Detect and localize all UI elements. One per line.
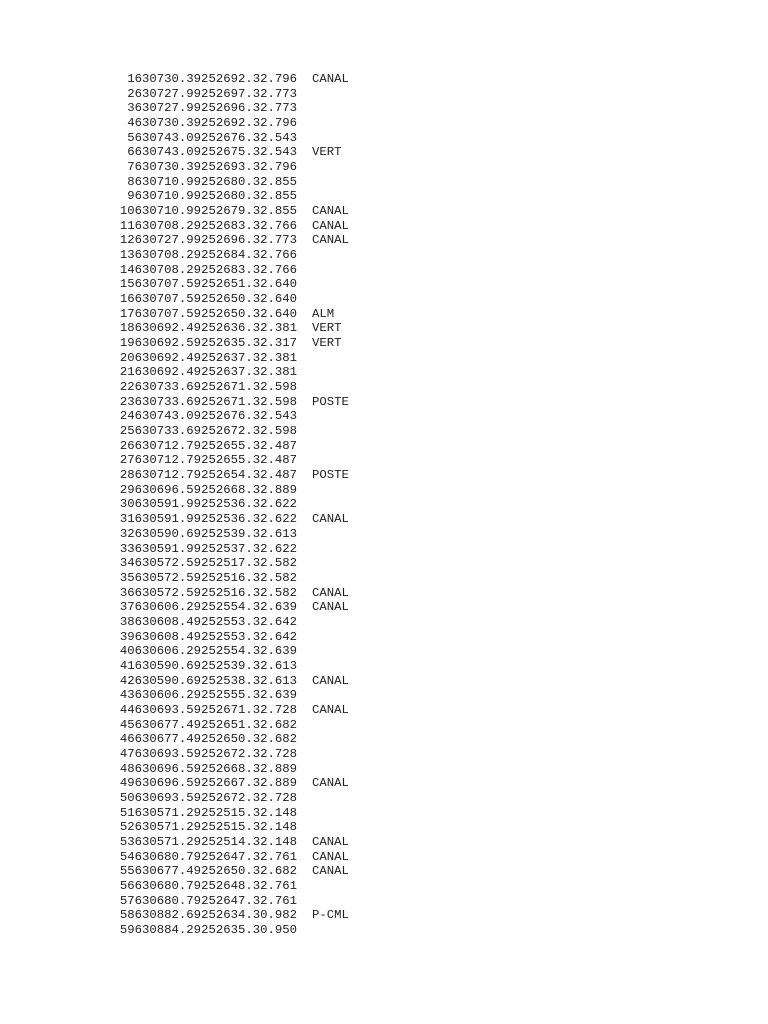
point-code [297, 527, 312, 542]
record-value: 13630708.29252684.32.766 [119, 248, 297, 263]
record-value: 58630882.69252634.30.982 [119, 908, 297, 923]
data-row [105, 644, 349, 659]
point-code [297, 277, 312, 292]
record-value: 43630606.29252555.32.639 [119, 688, 297, 703]
point-code: P-CML [312, 908, 349, 923]
record-value: 15630707.59252651.32.640 [119, 277, 297, 292]
record-value: 23630733.69252671.32.598 [119, 394, 297, 409]
point-code [297, 732, 312, 747]
data-row [105, 175, 349, 190]
point-code [297, 116, 312, 131]
record-value: 48630696.59252668.32.889 [119, 761, 297, 776]
data-row [105, 248, 349, 263]
data-row [105, 718, 349, 733]
record-value: 5630743.09252676.32.543 [127, 130, 297, 145]
point-code: CANAL [312, 864, 349, 879]
record-value: 27630712.79252655.32.487 [119, 453, 297, 468]
record-value: 26630712.79252655.32.487 [119, 438, 297, 453]
data-row [105, 160, 349, 175]
record-value: 4630730.39252692.32.796 [127, 116, 297, 131]
point-code: CANAL [312, 204, 349, 219]
point-code [297, 542, 312, 557]
data-row [105, 292, 349, 307]
point-code: CANAL [312, 218, 349, 233]
data-row [105, 615, 349, 630]
point-code: POSTE [312, 394, 349, 409]
data-row [105, 586, 349, 601]
record-value: 56630680.79252648.32.761 [119, 878, 297, 893]
point-code: VERT [312, 145, 342, 160]
record-value: 2630727.99252697.32.773 [127, 86, 297, 101]
data-row [105, 497, 349, 512]
point-code [297, 923, 312, 938]
point-code: VERT [312, 321, 342, 336]
point-code [297, 644, 312, 659]
record-value: 30630591.99252536.32.622 [119, 497, 297, 512]
data-row [105, 556, 349, 571]
data-row [105, 542, 349, 557]
data-row [105, 732, 349, 747]
point-code [297, 791, 312, 806]
point-code [297, 160, 312, 175]
record-value: 25630733.69252672.32.598 [119, 424, 297, 439]
data-row [105, 145, 349, 160]
data-row [105, 189, 349, 204]
data-row [105, 439, 349, 454]
record-value: 41630590.69252539.32.613 [119, 658, 297, 673]
data-row [105, 277, 349, 292]
point-code [297, 659, 312, 674]
record-value: 9630710.99252680.32.855 [127, 189, 297, 204]
data-row [105, 703, 349, 718]
data-row [105, 72, 349, 87]
data-row [105, 116, 349, 131]
point-code: CANAL [312, 776, 349, 791]
point-code [297, 453, 312, 468]
survey-points-listing [105, 72, 349, 938]
data-row [105, 87, 349, 102]
data-row [105, 204, 349, 219]
data-row [105, 674, 349, 689]
record-value: 12630727.99252696.32.773 [119, 233, 297, 248]
record-value: 49630696.59252667.32.889 [119, 776, 297, 791]
point-code [297, 424, 312, 439]
point-code [297, 87, 312, 102]
point-code [297, 820, 312, 835]
data-row [105, 762, 349, 777]
point-code [297, 497, 312, 512]
record-value: 24630743.09252676.32.543 [119, 409, 297, 424]
record-value: 32630590.69252539.32.613 [119, 526, 297, 541]
record-value: 3630727.99252696.32.773 [127, 101, 297, 116]
record-value: 11630708.29252683.32.766 [119, 218, 297, 233]
record-value: 46630677.49252650.32.682 [119, 732, 297, 747]
point-code [297, 556, 312, 571]
record-value: 45630677.49252651.32.682 [119, 717, 297, 732]
point-code [297, 365, 312, 380]
data-row [105, 820, 349, 835]
point-code [297, 483, 312, 498]
data-row [105, 351, 349, 366]
point-code: CANAL [312, 512, 349, 527]
point-code [297, 101, 312, 116]
point-code [297, 762, 312, 777]
data-row [105, 101, 349, 116]
data-row [105, 908, 349, 923]
record-value: 14630708.29252683.32.766 [119, 262, 297, 277]
point-code: CANAL [312, 702, 349, 717]
point-code: CANAL [312, 72, 349, 86]
point-code [297, 718, 312, 733]
data-row [105, 659, 349, 674]
record-value: 10630710.99252679.32.855 [119, 204, 297, 219]
data-row [105, 380, 349, 395]
data-row [105, 747, 349, 762]
record-value: 39630608.49252553.32.642 [119, 629, 297, 644]
data-row [105, 263, 349, 278]
data-row [105, 864, 349, 879]
record-value: 20630692.49252637.32.381 [119, 350, 297, 365]
point-code [297, 879, 312, 894]
data-row [105, 409, 349, 424]
data-row [105, 131, 349, 146]
record-value: 29630696.59252668.32.889 [119, 482, 297, 497]
point-code: CANAL [312, 673, 349, 688]
point-code: CANAL [312, 600, 349, 615]
point-code [297, 688, 312, 703]
point-code [297, 630, 312, 645]
point-code: CANAL [312, 233, 349, 248]
data-row [105, 791, 349, 806]
record-value: 40630606.29252554.32.639 [119, 644, 297, 659]
point-code [297, 380, 312, 395]
record-value: 35630572.59252516.32.582 [119, 570, 297, 585]
record-value: 33630591.99252537.32.622 [119, 541, 297, 556]
data-row [105, 336, 349, 351]
data-row [105, 600, 349, 615]
point-code [297, 292, 312, 307]
point-code [297, 747, 312, 762]
point-code [297, 351, 312, 366]
record-value: 57630680.79252647.32.761 [119, 893, 297, 908]
point-code: VERT [312, 336, 342, 351]
record-value: 59630884.29252635.30.950 [119, 922, 297, 937]
record-value: 8630710.99252680.32.855 [127, 174, 297, 189]
data-row [105, 850, 349, 865]
record-value: 37630606.29252554.32.639 [119, 600, 297, 615]
record-value: 54630680.79252647.32.761 [119, 849, 297, 864]
record-value: 53630571.29252514.32.148 [119, 834, 297, 849]
data-row [105, 776, 349, 791]
point-code [297, 409, 312, 424]
point-code: CANAL [312, 585, 349, 600]
data-row [105, 894, 349, 909]
point-code [297, 131, 312, 146]
record-value: 36630572.59252516.32.582 [119, 585, 297, 600]
point-code: CANAL [312, 849, 349, 864]
data-row [105, 630, 349, 645]
record-value: 22630733.69252671.32.598 [119, 380, 297, 395]
data-row [105, 512, 349, 527]
record-value: 31630591.99252536.32.622 [119, 512, 297, 527]
record-value: 17630707.59252650.32.640 [119, 306, 297, 321]
point-code [297, 894, 312, 909]
record-value: 19630692.59252635.32.317 [119, 336, 297, 351]
data-row [105, 395, 349, 410]
data-row [105, 879, 349, 894]
data-row [105, 468, 349, 483]
data-row [105, 424, 349, 439]
data-row [105, 806, 349, 821]
record-value: 34630572.59252517.32.582 [119, 556, 297, 571]
point-code: ALM [312, 306, 335, 321]
point-code: CANAL [312, 834, 349, 849]
record-value: 51630571.29252515.32.148 [119, 805, 297, 820]
record-value: 52630571.29252515.32.148 [119, 820, 297, 835]
record-value: 28630712.79252654.32.487 [119, 468, 297, 483]
record-value: 7630730.39252693.32.796 [127, 160, 297, 175]
record-value: 16630707.59252650.32.640 [119, 292, 297, 307]
data-row [105, 233, 349, 248]
point-code [297, 439, 312, 454]
record-value: 50630693.59252672.32.728 [119, 790, 297, 805]
data-row [105, 483, 349, 498]
record-value: 42630590.69252538.32.613 [119, 673, 297, 688]
data-row [105, 571, 349, 586]
record-value: 38630608.49252553.32.642 [119, 614, 297, 629]
point-code [297, 189, 312, 204]
record-value: 44630693.59252671.32.728 [119, 702, 297, 717]
data-row [105, 321, 349, 336]
record-value: 55630677.49252650.32.682 [119, 864, 297, 879]
point-code [297, 175, 312, 190]
record-value: 18630692.49252636.32.381 [119, 321, 297, 336]
point-code [297, 615, 312, 630]
record-value: 6630743.09252675.32.543 [127, 145, 297, 160]
point-code [297, 248, 312, 263]
data-row [105, 365, 349, 380]
data-row [105, 688, 349, 703]
data-row [105, 923, 349, 938]
point-code [297, 806, 312, 821]
point-code [297, 571, 312, 586]
point-code [297, 263, 312, 278]
record-value: 21630692.49252637.32.381 [119, 365, 297, 380]
data-row [105, 219, 349, 234]
data-row [105, 307, 349, 322]
data-row [105, 835, 349, 850]
data-row [105, 527, 349, 542]
record-value: 47630693.59252672.32.728 [119, 746, 297, 761]
point-code: POSTE [312, 468, 349, 483]
data-row [105, 453, 349, 468]
record-value: 1630730.39252692.32.796 [127, 72, 297, 86]
